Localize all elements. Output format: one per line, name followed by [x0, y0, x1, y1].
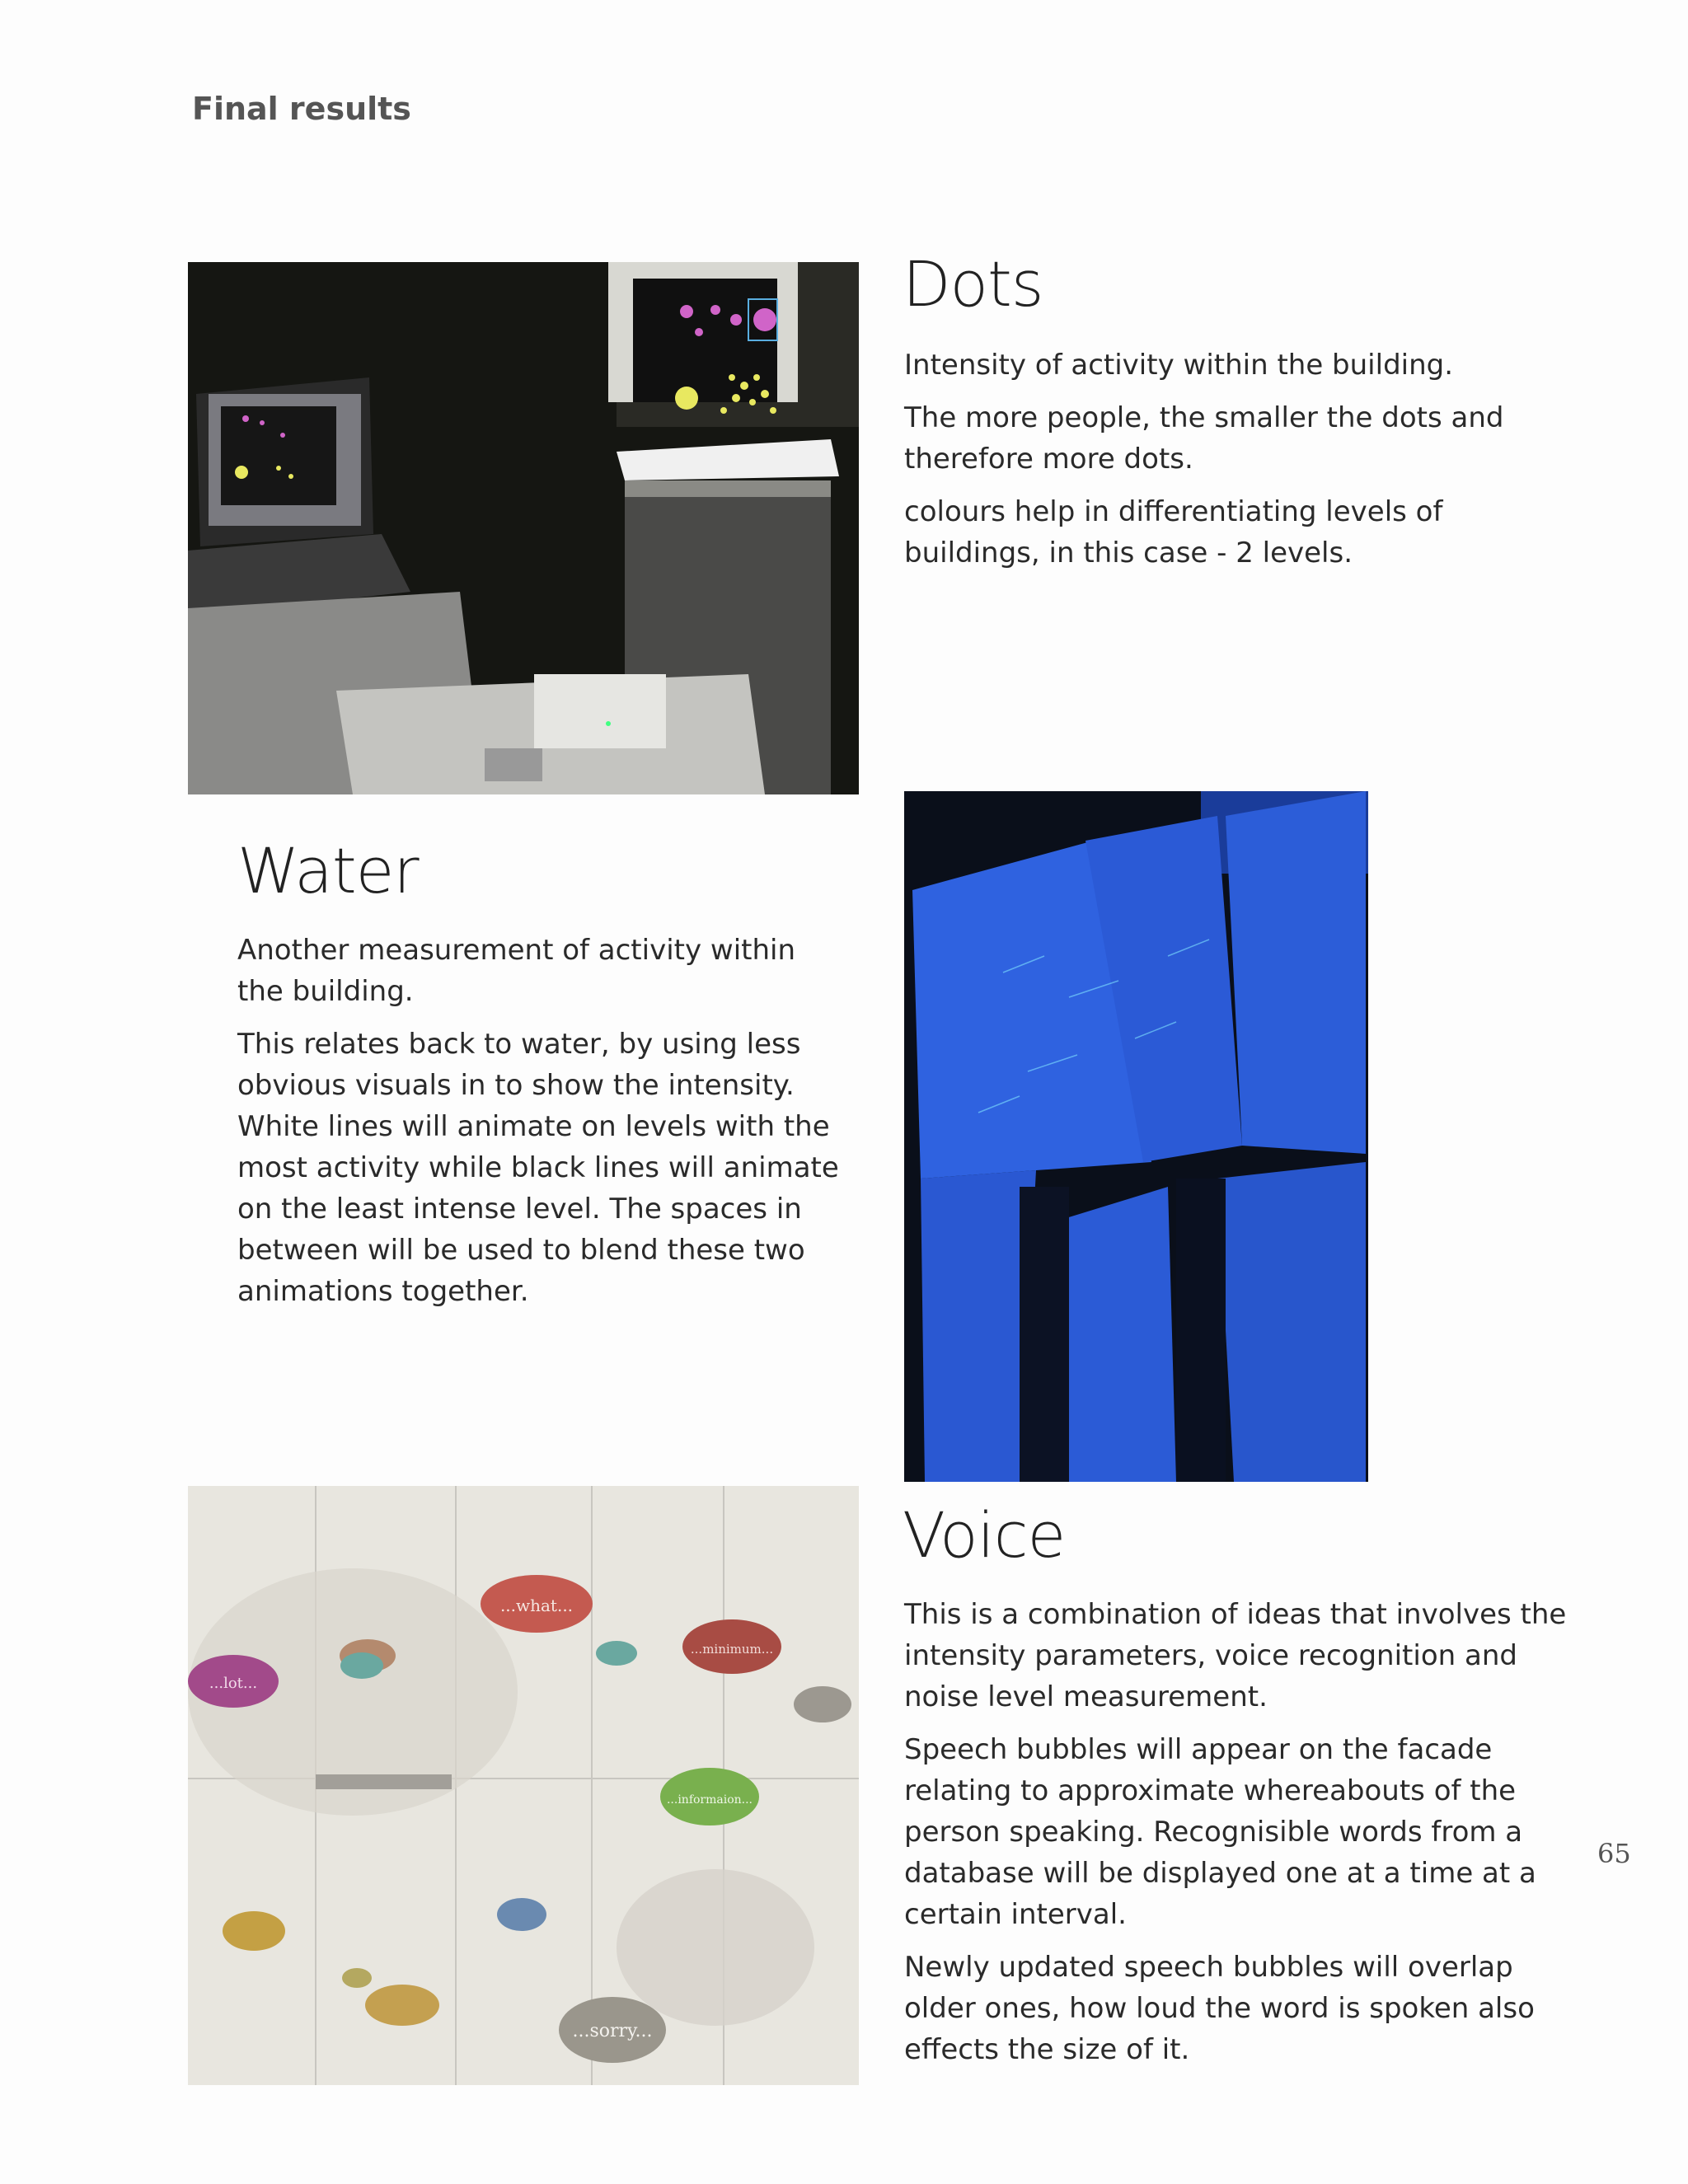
- voice-paragraph: This is a combination of ideas that involves the intensity parameters, voice recognition and noise level measurement.: [904, 1598, 1567, 1713]
- voice-title: Voice: [903, 1498, 1066, 1572]
- page-number: 65: [1597, 1838, 1631, 1869]
- dots-body: [904, 344, 1564, 585]
- bubble-text: ...lot...: [209, 1675, 258, 1692]
- dots-paragraph: Intensity of activity within the building.: [904, 349, 1454, 382]
- water-installation-photo: [904, 791, 1368, 1482]
- bubble-text: ...informaion...: [666, 1793, 753, 1807]
- water-title: Water: [237, 834, 419, 907]
- bubble-text: ...minimum...: [690, 1642, 774, 1657]
- voice-paragraph: Newly updated speech bubbles will overlap older ones, how loud the word is spoken also effects the size of it.: [904, 1951, 1535, 2066]
- dots-installation-photo: [188, 262, 859, 794]
- water-paragraph: This relates back to water, by using less obvious visuals in to show the intensity. White lines will animate on levels with the most activity while black lines will animate on the least intense level. The spaces in between will be used to blend these two animations together.: [237, 1028, 839, 1308]
- water-body: [237, 930, 872, 1324]
- dots-paragraph: colours help in differentiating levels of buildings, in this case - 2 levels.: [904, 495, 1443, 569]
- voice-installation-photo: [188, 1486, 859, 2085]
- bubble-text: ...what...: [499, 1596, 574, 1615]
- bubble-text: ...sorry...: [572, 2021, 653, 2041]
- water-paragraph: Another measurement of activity within the building.: [237, 934, 796, 1008]
- dots-paragraph: The more people, the smaller the dots and therefore more dots.: [904, 401, 1504, 476]
- voice-paragraph: Speech bubbles will appear on the facade relating to approximate whereabouts of the person speaking. Recognisible words from a database will be displayed one at a time at a certain interval.: [904, 1733, 1536, 1931]
- page-title: Final results: [192, 91, 411, 127]
- dots-title: Dots: [903, 247, 1043, 321]
- voice-body: [904, 1594, 1597, 2082]
